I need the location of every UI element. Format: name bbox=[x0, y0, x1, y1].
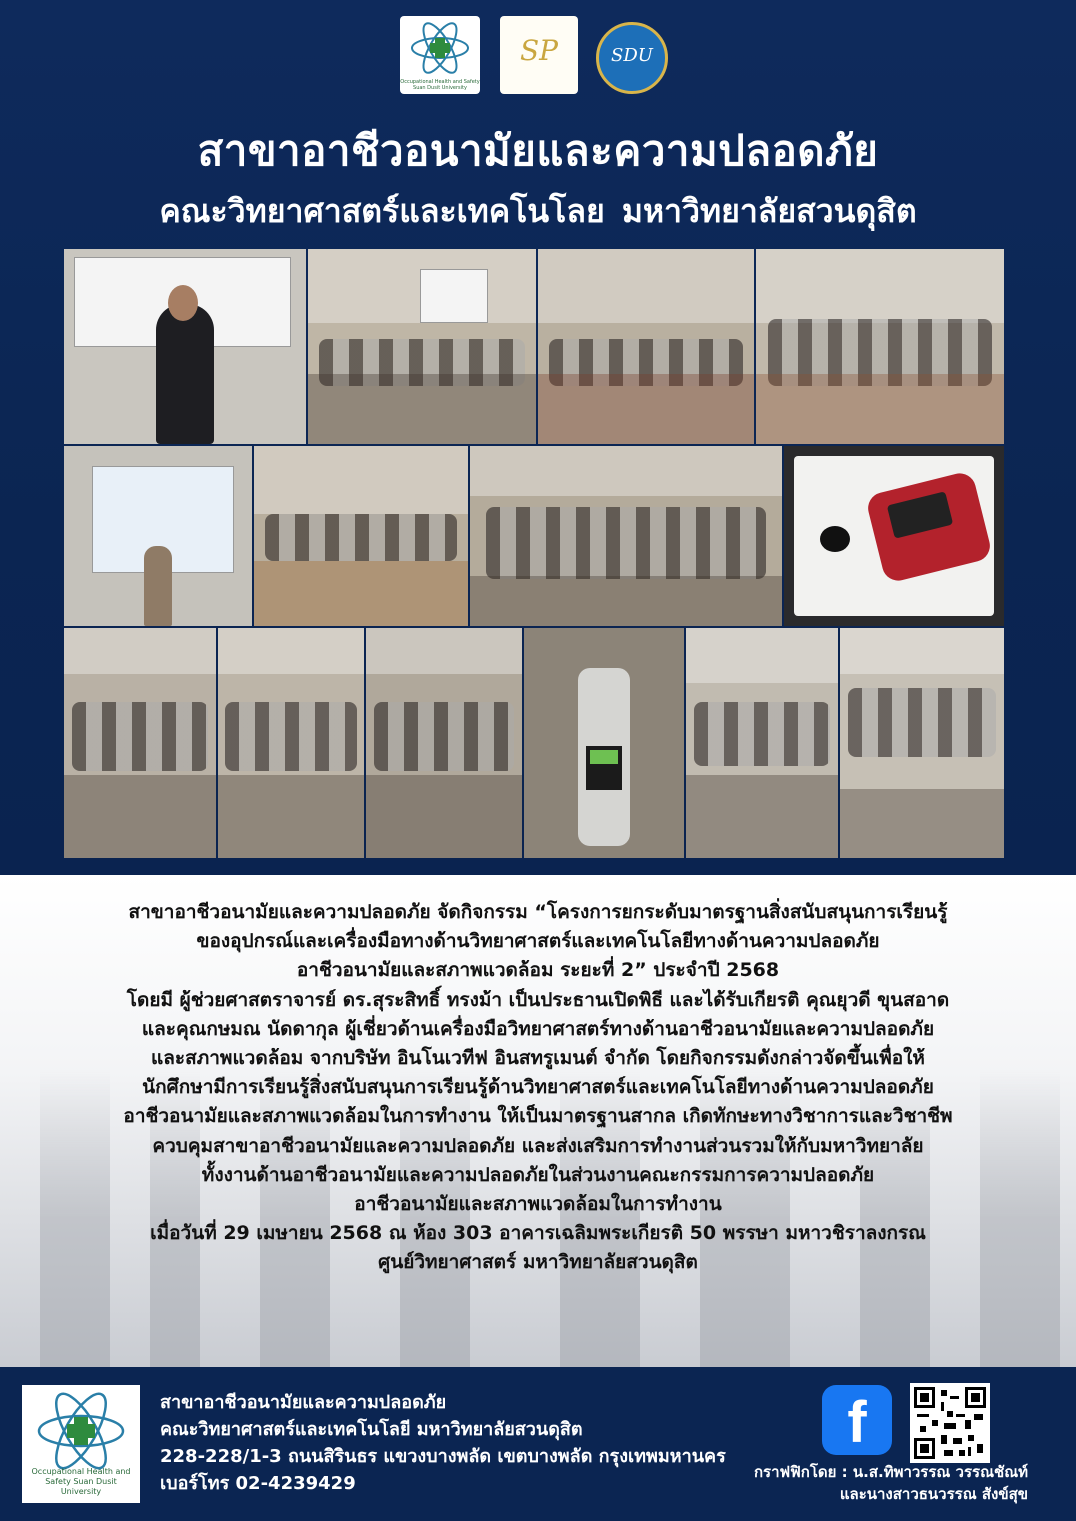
article-line: ทั้งงานด้านอาชีวอนามัยและความปลอดภัยในส่วนงานคณะกรรมการความปลอดภัย bbox=[201, 1163, 875, 1186]
contact-info bbox=[160, 1389, 726, 1497]
oh-logo-caption: Occupational Health and Safety Suan Dusit University bbox=[400, 79, 480, 91]
footer-oh-logo bbox=[22, 1385, 140, 1503]
facebook-glyph: f bbox=[847, 1390, 867, 1455]
page-subtitle: คณะวิทยาศาสตร์และเทคโนโลย มหาวิทยาลัยสวนดุสิต bbox=[159, 192, 917, 230]
university-seal-mark: SDU bbox=[611, 45, 653, 66]
graphic-credit bbox=[754, 1461, 1028, 1505]
article-line: และสภาพแวดล้อม จากบริษัท อินโนเวทีฟ อินสทรูเมนต์ จำกัด โดยกิจกรรมดังกล่าวจัดขึ้นเพื่อให้ bbox=[151, 1047, 925, 1070]
photo-students-5 bbox=[840, 628, 1004, 858]
article-line: อาชีวอนามัยและสภาพแวดล้อมในการทำงาน bbox=[354, 1193, 722, 1216]
sp-logo bbox=[500, 16, 578, 94]
article-line: ของอุปกรณ์และเครื่องมือทางด้านวิทยาศาสตร์และเทคโนโลยีทางด้านความปลอดภัย bbox=[196, 930, 880, 953]
footer-address: 228-228/1-3 ถนนสิรินธร แขวงบางพลัด เขตบางพลัด กรุงเทพมหานคร bbox=[160, 1446, 726, 1467]
article-line: เมื่อวันที่ 29 เมษายน 2568 ณ ห้อง 303 อาคารเฉลิมพระเกียรติ 50 พรรษา มหาวชิราลงกรณ bbox=[150, 1222, 926, 1245]
article-body bbox=[30, 898, 1046, 1278]
photo-guests bbox=[254, 446, 468, 626]
article-line: นักศึกษามีการเรียนรู้สิ่งสนับสนุนการเรียนรู้ด้านวิทยาศาสตร์และเทคโนโลยีทางด้านความปลอดภัย bbox=[142, 1076, 934, 1099]
photo-classroom-3 bbox=[756, 249, 1004, 444]
qr-code-pattern bbox=[914, 1387, 986, 1459]
photo-classroom-1 bbox=[308, 249, 536, 444]
photo-group bbox=[470, 446, 782, 626]
page-title: สาขาอาชีวอนามัยและความปลอดภัย bbox=[197, 126, 879, 175]
credit-line-1: กราฟฟิกโดย : น.ส.ทิพาวรรณ วรรณชัณท์ bbox=[753, 1463, 1028, 1481]
qr-code-icon[interactable] bbox=[910, 1383, 990, 1463]
oh-logo bbox=[400, 16, 480, 94]
photo-sound-level-meter bbox=[524, 628, 684, 858]
photo-classroom-2 bbox=[538, 249, 754, 444]
photo-sound-meter-case bbox=[784, 446, 1004, 626]
photo-speaker bbox=[64, 249, 306, 444]
credit-line-2: และนางสาวธนวรรณ สังข์สุข bbox=[839, 1485, 1028, 1503]
footer-logo-caption: Occupational Health and Safety Suan Dusit University bbox=[31, 1467, 131, 1496]
article-line: และคุณกษมณ นัดดากุล ผู้เชี่ยวด้านเครื่องมือวิทยาศาสตร์ทางด้านอาชีวอนามัยและความปลอดภัย bbox=[141, 1017, 935, 1040]
facebook-icon[interactable] bbox=[822, 1385, 892, 1455]
photo-students-3 bbox=[366, 628, 522, 858]
photo-students-1 bbox=[64, 628, 216, 858]
article-line: ศูนย์วิทยาศาสตร์ มหาวิทยาลัยสวนดุสิต bbox=[378, 1251, 698, 1274]
photo-collage bbox=[64, 249, 1004, 858]
footer bbox=[0, 1367, 1076, 1521]
photo-students-2 bbox=[218, 628, 364, 858]
university-seal-logo bbox=[596, 22, 668, 94]
footer-faculty: คณะวิทยาศาสตร์และเทคโนโลยี มหาวิทยาลัยสวนดุสิต bbox=[160, 1419, 583, 1440]
article-line: อาชีวอนามัยและสภาพแวดล้อมในการทำงาน ให้เป็นมาตรฐานสากล เกิดทักษะทางวิชาการและวิชาชีพ bbox=[123, 1105, 953, 1128]
sp-logo-mark: SP bbox=[519, 34, 559, 67]
footer-org: สาขาอาชีวอนามัยและความปลอดภัย bbox=[160, 1392, 447, 1413]
article-line: สาขาอาชีวอนามัยและความปลอดภัย จัดกิจกรรม “โครงการยกระดับมาตรฐานสิ่งสนับสนุนการเรียนรู้ bbox=[128, 901, 948, 923]
article-line: อาชีวอนามัยและสภาพแวดล้อม ระยะที่ 2” ประจำปี 2568 bbox=[296, 959, 780, 982]
photo-presenter bbox=[64, 446, 252, 626]
article-line: โดยมี ผู้ช่วยศาสตราจารย์ ดร.สุระสิทธิ์ ทรงม้า เป็นประธานเปิดพิธี และได้รับเกียรติ คุณยุวดี ขุนสอาด bbox=[126, 988, 950, 1011]
logo-row bbox=[0, 16, 1076, 96]
footer-phone: เบอร์โทร 02-4239429 bbox=[160, 1473, 356, 1494]
photo-students-4 bbox=[686, 628, 838, 858]
article-line: ควบคุมสาขาอาชีวอนามัยและความปลอดภัย และส่งเสริมการทำงานส่วนรวมให้กับมหาวิทยาลัย bbox=[152, 1134, 924, 1157]
